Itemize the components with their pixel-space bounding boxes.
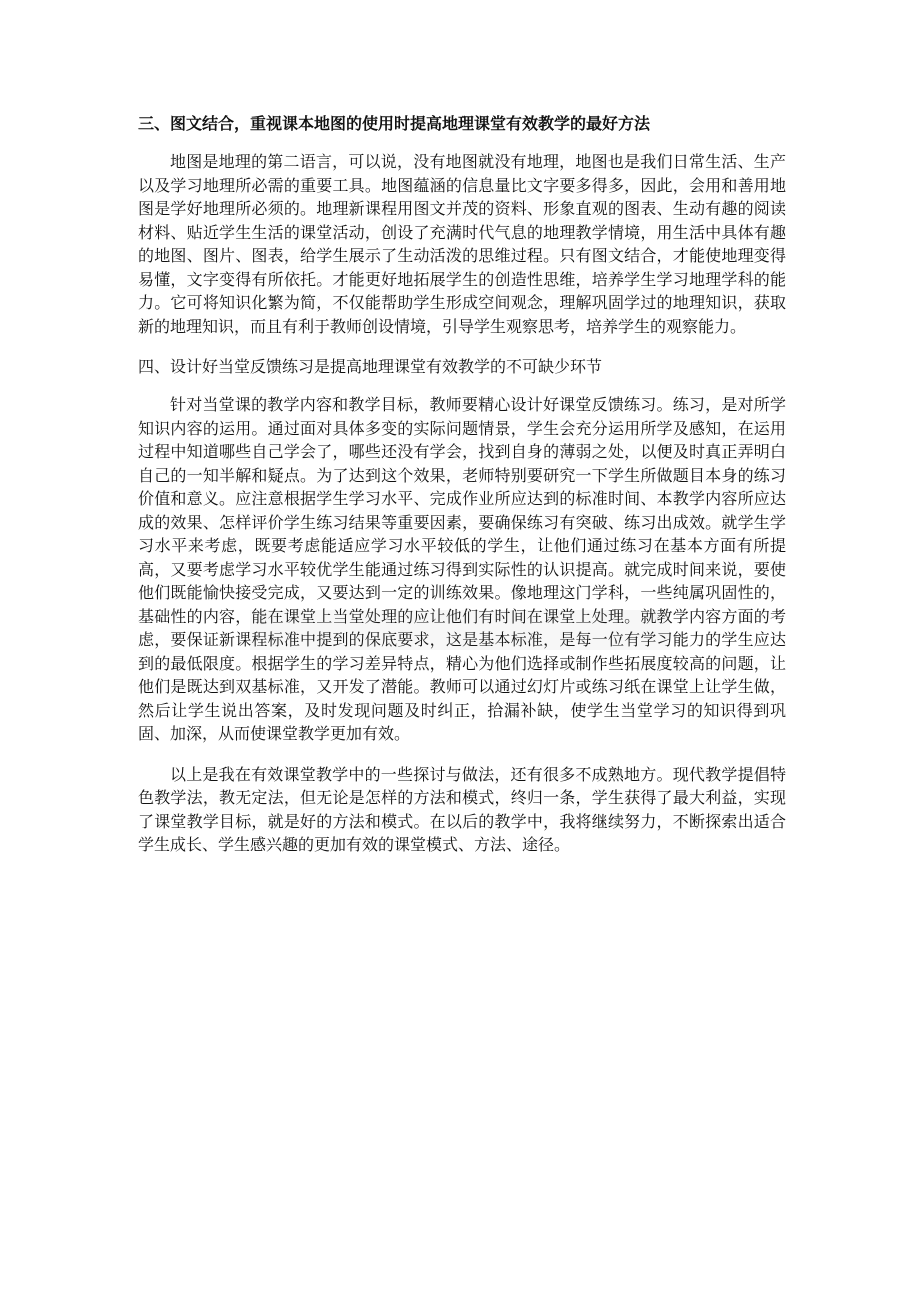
section-3-heading: 三、图文结合，重视课本地图的使用时提高地理课堂有效教学的最好方法 — [138, 114, 651, 133]
section-4-paragraph: 针对当堂课的教学内容和教学目标，教师要精心设计好课堂反馈练习。练习，是对所学知识内容的运用。通过面对具体多变的实际问题情景，学生会充分运用所学及感知，在运用过程中知道哪些自己学会了，哪些还没有学会，找到自身的薄弱之处，以便及时真正弄明白自己的一知半解和疑点。为了达到这个效果，老师特别要研究一下学生所做题目本身的练习价值和意义。应注意根据学生学习水平、完成作业所应达到的标准时间、本教学内容所应达成的效果、怎样评价学生练习结果等重要因素，要确保练习有突破、练习出成效。就学生学习水平来考虑，既要考虑能适应学习水平较低的学生，让他们通过练习在基本方面有所提高，又要考虑学习水平较优学生能通过练习得到实际性的认识提高。就完成时间来说，要使他们既能愉快接受完成，又要达到一定的训练效果。像地理这门学科，一些纯属巩固性的，基础性的内容，能在课堂上当堂处理的应让他们有时间在课堂上处理。就教学内容方面的考虑，要保证新课程标准中提到的保底要求，这是基本标准，是每一位有学习能力的学生应达到的最低限度。根据学生的学习差异特点，精心为他们选择或制作些拓展度较高的问题，让他们是既达到双基标准，又开发了潜能。教师可以通过幻灯片或练习纸在课堂上让学生做，然后让学生说出答案，及时发现问题及时纠正，拾漏补缺，使学生当堂学习的知识得到巩固、加深，从而使课堂教学更加有效。 — [138, 395, 786, 743]
section-4-heading: 四、设计好当堂反馈练习是提高地理课堂有效教学的不可缺少环节 — [138, 357, 603, 376]
conclusion-paragraph: 以上是我在有效课堂教学中的一些探讨与做法，还有很多不成熟地方。现代教学提倡特色教学法，教无定法，但无论是怎样的方法和模式，终归一条，学生获得了最大利益，实现了课堂教学目标，就是好的方法和模式。在以后的教学中，我将继续努力，不断探索出适合学生成长、学生感兴趣的更加有效的课堂模式、方法、途径。 — [138, 764, 786, 854]
section-3-paragraph: 地图是地理的第二语言，可以说，没有地图就没有地理，地图也是我们日常生活、生产以及学习地理所必需的重要工具。地图蕴涵的信息量比文字要多得多，因此，会用和善用地图是学好地理所必须的。地理新课程用图文并茂的资料、形象直观的图表、生动有趣的阅读材料、贴近学生生活的课堂活动，创设了充满时代气息的地理教学情境，用生活中具体有趣的地图、图片、图表，给学生展示了生动活泼的思维过程。只有图文结合，才能使地理变得易懂，文字变得有所依托。才能更好地拓展学生的创造性思维，培养学生学习地理学科的能力。它可将知识化繁为简，不仅能帮助学生形成空间观念，理解巩固学过的地理知识，获取新的地理知识，而且有利于教师创设情境，引导学生观察思考，培养学生的观察能力。 — [138, 152, 786, 336]
document-page — [138, 112, 786, 874]
